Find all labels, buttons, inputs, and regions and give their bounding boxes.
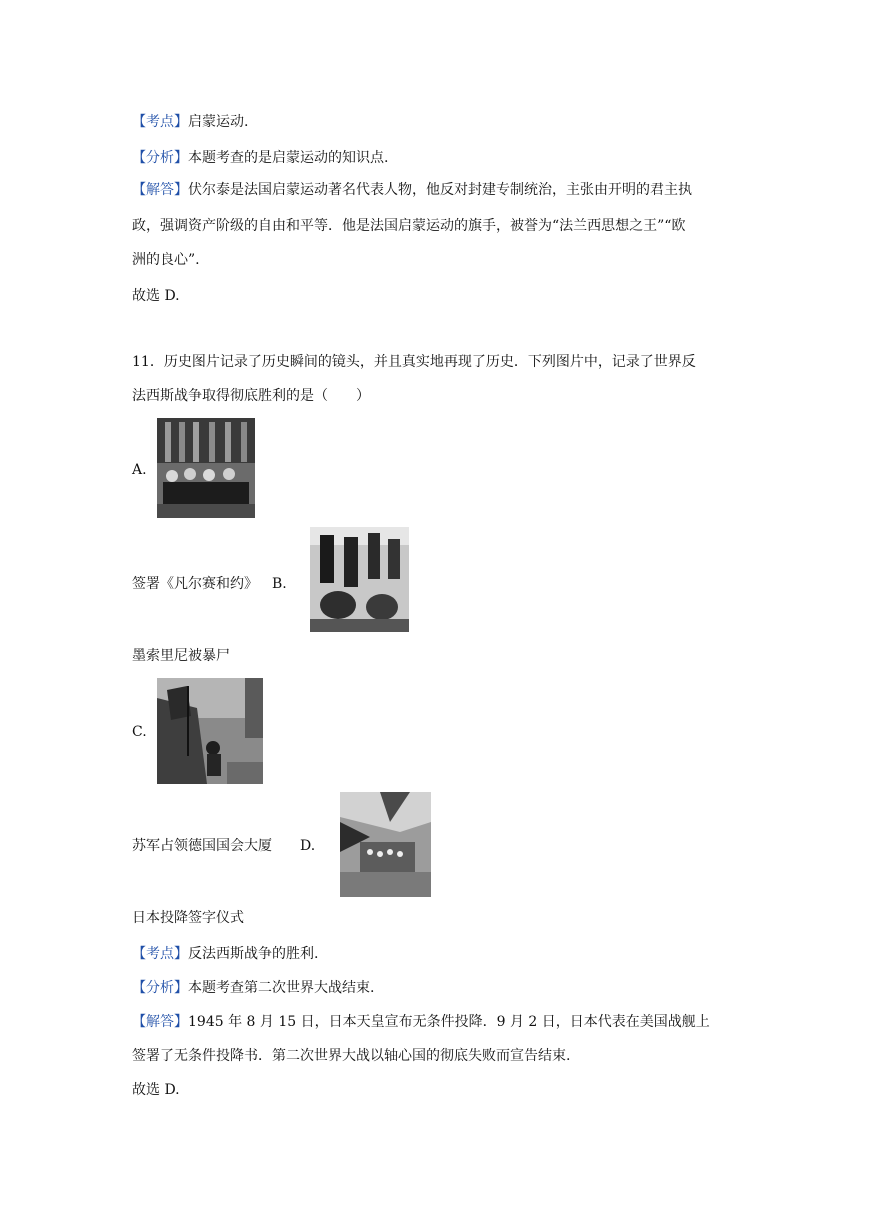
q11-jieda-line-2: 签署了无条件投降书．第二次世界大战以轴心国的彻底失败而宣告结束. [132, 1048, 571, 1064]
photo-versailles-treaty [157, 418, 255, 518]
q10-fenxi [132, 148, 388, 168]
q11-answer: 故选 D. [132, 1082, 180, 1098]
caption-reichstag: 苏军占领德国国会大厦 [132, 838, 272, 854]
fenxi-text: 本题考查第二次世界大战结束. [188, 980, 375, 996]
caption-japan-surrender: 日本投降签字仪式 [132, 910, 244, 926]
caption-mussolini: 墨索里尼被暴尸 [132, 648, 230, 664]
fenxi-tag: 【分析】 [132, 980, 188, 996]
fenxi-tag: 【分析】 [132, 150, 188, 166]
q10-jieda [132, 180, 692, 200]
option-a-letter: A. [132, 462, 147, 478]
jieda-tag: 【解答】 [132, 1014, 188, 1030]
jieda-line-1: 伏尔泰是法国启蒙运动著名代表人物，他反对封建专制统治，主张由开明的君主执 [188, 182, 692, 198]
q11-fenxi [132, 978, 374, 998]
fenxi-text: 本题考查的是启蒙运动的知识点. [188, 150, 389, 166]
q11-stem-line-2: 法西斯战争取得彻底胜利的是（ ） [132, 388, 370, 404]
q11-stem-line-1: 11．历史图片记录了历史瞬间的镜头，并且真实地再现了历史．下列图片中，记录了世界反 [132, 354, 696, 370]
q10-jieda-line-3: 洲的良心”. [132, 252, 200, 268]
kaodian-tag: 【考点】 [132, 946, 188, 962]
jieda-line-1: 1945 年 8 月 15 日，日本天皇宣布无条件投降．9 月 2 日，日本代表在美国战舰上 [188, 1014, 710, 1030]
kaodian-text: 启蒙运动. [188, 114, 249, 130]
kaodian-tag: 【考点】 [132, 114, 188, 130]
q10-jieda-line-2: 政，强调资产阶级的自由和平等．他是法国启蒙运动的旗手，被誉为“法兰西思想之王”“欧 [132, 218, 686, 234]
photo-reichstag [157, 678, 263, 784]
photo-mussolini [310, 527, 409, 632]
option-c-caption [132, 836, 315, 856]
q11-kaodian [132, 944, 318, 964]
q10-answer: 故选 D. [132, 288, 180, 304]
option-d-letter: D. [300, 838, 316, 854]
option-a-caption [132, 574, 287, 594]
kaodian-text: 反法西斯战争的胜利. [188, 946, 319, 962]
jieda-tag: 【解答】 [132, 182, 188, 198]
option-b-letter: B. [272, 576, 287, 592]
q11-jieda [132, 1012, 710, 1032]
q10-kaodian [132, 112, 248, 132]
photo-japan-surrender [340, 792, 431, 897]
option-c-letter: C. [132, 724, 147, 740]
caption-versailles: 签署《凡尔赛和约》 [132, 576, 258, 592]
